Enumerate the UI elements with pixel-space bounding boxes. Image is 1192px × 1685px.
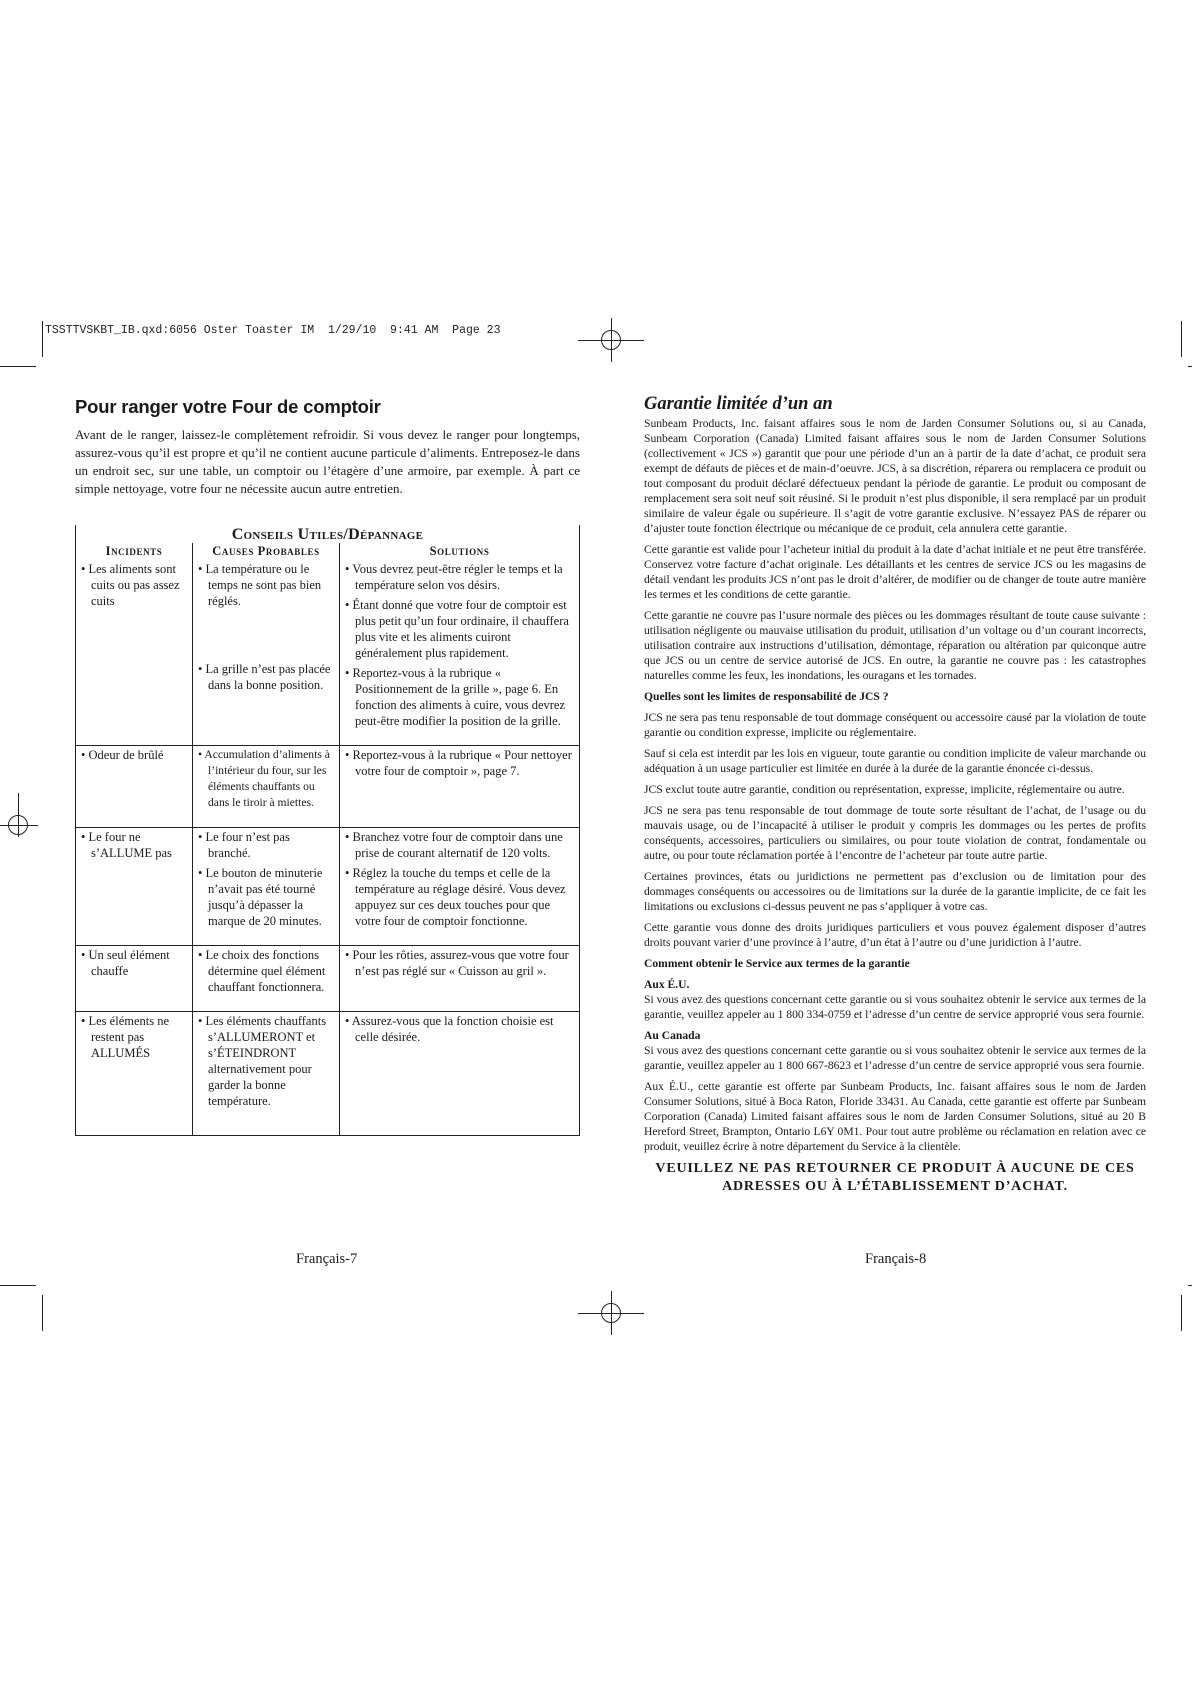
- storage-paragraph: Avant de le ranger, laissez-le complètement refroidir. Si vous devez le ranger pour longtemps, assurez-vous qu’il est propre et qu’il ne contient aucune particule d’aliments. Entreposez-le dans un endroit sec, sur une table, un comptoir ou l’étagère d’une armoire, par exemple. À part ce simple nettoyage, votre four ne nécessite aucun autre entretien.: [75, 427, 580, 496]
- table-row: [76, 946, 580, 1012]
- warranty-paragraph: JCS ne sera pas tenu responsable de tout dommage conséquent ou accessoire causé par la violation de toute garantie ou condition expresse, implicite ou réglementaire.: [644, 711, 1146, 739]
- solution-text: • Reportez-vous à la rubrique « Positionnement de la grille », page 6. En fonction des aliments à cuire, vous devrez peut-être modifier la position de la grille.: [345, 666, 565, 728]
- cause-text: • La température ou le temps ne sont pas bien réglés.: [198, 562, 322, 608]
- solution-cell: [340, 828, 580, 946]
- incident-text: • Odeur de brûlé: [81, 748, 164, 762]
- return-notice-line: VEUILLEZ NE PAS RETOURNER CE PRODUIT À AUCUNE DE CES: [655, 1161, 1135, 1176]
- page-number-left: Français-7: [296, 1251, 358, 1267]
- warranty-paragraph: Si vous avez des questions concernant cette garantie ou si vous souhaitez obtenir le service aux termes de la garantie, veuillez appeler au 1 800 334-0759 et l’adresse d’un centre de service approprié vous sera fournie.: [644, 993, 1146, 1021]
- column-header-causes: Causes Probables: [193, 543, 340, 560]
- cause-text: • La grille n’est pas placée dans la bonne position.: [198, 662, 331, 692]
- liability-subheading: Quelles sont les limites de responsabilité de JCS ?: [644, 690, 889, 703]
- canada-subheading: Au Canada: [644, 1029, 701, 1042]
- return-notice-line: ADRESSES OU À L’ÉTABLISSEMENT D’ACHAT.: [722, 1179, 1068, 1194]
- registration-mark-icon: [18, 793, 19, 837]
- table-caption-text: Conseils Utiles/Dépannage: [231, 526, 424, 543]
- solution-cell: [340, 1012, 580, 1136]
- warranty-paragraph: JCS ne sera pas tenu responsable de tout dommage de toute sorte résultant de l’achat, de l’usage ou du mauvais usage, ou de l’incapacité à utiliser le produit y compris les dommages ou les pertes de profits conséquents, accessoires, particuliers ou similaires, ou pour toute violation de contrat, fondamentale ou autre, ou pour toute réclamation portée à l’encontre de l’acheteur par toute autre partie.: [644, 804, 1146, 862]
- table-row: [76, 828, 580, 946]
- cause-cell: [193, 1012, 340, 1136]
- registration-mark-icon: [0, 825, 38, 826]
- table-row: [76, 746, 580, 828]
- file-slug-line: TSSTTVSKBT_IB.qxd:6056 Oster Toaster IM 1/29/10 9:41 AM Page 23: [45, 324, 501, 337]
- table-row: [76, 560, 580, 746]
- crop-mark: [1181, 1295, 1182, 1331]
- solution-cell: [340, 560, 580, 746]
- cause-text: • Le choix des fonctions détermine quel élément chauffant fonctionnera.: [198, 948, 326, 994]
- crop-mark: [1188, 366, 1192, 367]
- cause-text: • Les éléments chauffants s’ALLUMERONT et s’ÉTEINDRONT alternativement pour garder la bonne température.: [198, 1014, 327, 1108]
- solution-cell: [340, 746, 580, 828]
- return-notice: [644, 1160, 1146, 1196]
- incident-cell: [76, 746, 193, 828]
- warranty-paragraph: Cette garantie ne couvre pas l’usure normale des pièces ou les dommages résultant de toute cause suivante : utilisation négligente ou mauvaise utilisation du produit, utilisation d’un voltage ou d’un courant incorrects, utilisation contraire aux instructions d’utilisation, démontage, réparation ou altération par quiconque autre que JCS ou un centre de service autorisé de JCS. En outre, la garantie ne couvre pas : les catastrophes naturelles comme les feux, les inondations, les ouragans et les tornades.: [644, 609, 1146, 682]
- crop-mark: [42, 1295, 43, 1331]
- incident-cell: [76, 1012, 193, 1136]
- crop-mark: [0, 366, 36, 367]
- warranty-heading: Garantie limitée d’un an: [644, 394, 833, 414]
- table-row: [76, 1012, 580, 1136]
- service-subheading: Comment obtenir le Service aux termes de la garantie: [644, 957, 910, 970]
- crop-mark: [42, 321, 43, 357]
- registration-mark-icon: [611, 318, 612, 362]
- cause-cell: [193, 828, 340, 946]
- storage-heading: Pour ranger votre Four de comptoir: [75, 396, 381, 417]
- incident-text: • Les aliments sont cuits ou pas assez cuits: [81, 562, 180, 608]
- us-subheading: Aux É.U.: [644, 978, 690, 991]
- column-header-incidents: Incidents: [76, 543, 193, 560]
- incident-text: • Les éléments ne restent pas ALLUMÉS: [81, 1014, 170, 1060]
- cause-text: • Accumulation d’aliments à l’intérieur du four, sur les éléments chauffants ou dans le tiroir à miettes.: [198, 748, 330, 809]
- warranty-paragraph: Sauf si cela est interdit par les lois en vigueur, toute garantie ou condition implicite de valeur marchande ou adéquation à un usage particulier est limitée en durée à la durée de la garantie énoncée ci-dessus.: [644, 747, 1146, 775]
- cause-cell: [193, 946, 340, 1012]
- solution-text: • Branchez votre four de comptoir dans une prise de courant alternatif de 120 volts.: [345, 830, 563, 860]
- solution-text: • Assurez-vous que la fonction choisie est celle désirée.: [345, 1014, 554, 1044]
- incident-cell: [76, 560, 193, 746]
- cause-cell: [193, 746, 340, 828]
- warranty-paragraph: Aux É.U., cette garantie est offerte par Sunbeam Products, Inc. faisant affaires sous le nom de Jarden Consumer Solutions, situé à Boca Raton, Floride 33431. Au Canada, cette garantie est offerte par Sunbeam Corporation (Canada) Limited faisant affaires sous le nom de Jarden Consumer Solutions, situé au 20 B Hereford Street, Brampton, Ontario L6Y 0M1. Pour tout autre problème ou réclamation en relation avec ce produit, veuillez écrire à notre département du Service à la clientèle.: [644, 1080, 1146, 1153]
- column-header-solutions: Solutions: [340, 543, 580, 560]
- warranty-paragraph: Cette garantie est valide pour l’acheteur initial du produit à la date d’achat initiale et ne peut être transférée. Conservez votre facture d’achat originale. Les détaillants et les centres de service JCS ou les magasins de détail vendant les produits JCS n’ont pas le droit d’altérer, de modifier ou de changer de toute autre manière les termes et les conditions de cette garantie.: [644, 543, 1146, 601]
- incident-text: • Le four ne s’ALLUME pas: [81, 830, 172, 860]
- incident-text: • Un seul élément chauffe: [81, 948, 170, 978]
- page-number-right: Français-8: [865, 1251, 927, 1267]
- cause-text: • Le four n’est pas branché.: [198, 830, 290, 860]
- solution-text: • Réglez la touche du temps et celle de la température au réglage désiré. Vous devez appuyez sur ces deux touches pour que votre four de comptoir fonctionne.: [345, 866, 566, 928]
- solution-text: • Pour les rôties, assurez-vous que votre four n’est pas réglé sur « Cuisson au gril ».: [345, 948, 569, 978]
- warranty-paragraph: JCS exclut toute autre garantie, condition ou représentation, expresse, implicite, réglementaire ou autre.: [644, 783, 1125, 796]
- solution-text: • Vous devrez peut-être régler le temps et la température selon vos désirs.: [345, 562, 563, 592]
- warranty-paragraph: Sunbeam Products, Inc. faisant affaires sous le nom de Jarden Consumer Solutions ou, si au Canada, Sunbeam Corporation (Canada) Limited faisant affaires sous le nom de Jarden Consumer Solutions (collectivement « JCS ») garantit que pour une période d’un an à partir de la date d’achat, ce produit sera exempt de défauts de pièces et de main-d’oeuvre. JCS, à sa discrétion, réparera ou remplacera ce produit ou tout composant du produit déclaré défectueux pendant la période de garantie. Le produit ou composant de remplacement sera soit neuf soit réusiné. Si le produit n’est plus disponible, il sera remplacé par un produit similaire de valeur égale ou supérieure. Il s’agit de votre garantie exclusive. N’essayez PAS de réparer ou d’ajuster toute fonction électrique ou mécanique de ce produit, cela annulera cette garantie.: [644, 417, 1146, 535]
- solution-text: • Reportez-vous à la rubrique « Pour nettoyer votre four de comptoir », page 7.: [345, 748, 572, 778]
- crop-mark: [1188, 1285, 1192, 1286]
- cause-cell: [193, 560, 340, 746]
- right-page: [644, 394, 1146, 1196]
- warranty-paragraph: Si vous avez des questions concernant cette garantie ou si vous souhaitez obtenir le service aux termes de la garantie, veuillez appeler au 1 800 667-8623 et l’adresse d’un centre de service approprié vous sera fournie.: [644, 1044, 1146, 1072]
- warranty-paragraph: Certaines provinces, états ou juridictions ne permettent pas d’exclusion ou de limitation pour des dommages conséquents ou accessoires ou de limitations sur la durée de la garantie implicite, de ce fait les limitations ou exclusions ci-dessus peuvent ne pas s’appliquer à votre cas.: [644, 870, 1146, 913]
- crop-mark: [1181, 321, 1182, 357]
- troubleshooting-table: [75, 525, 580, 1136]
- solution-cell: [340, 946, 580, 1012]
- cause-text: • Le bouton de minuterie n’avait pas été tourné jusqu’à dépasser la marque de 20 minutes.: [198, 866, 323, 928]
- incident-cell: [76, 828, 193, 946]
- warranty-paragraph: Cette garantie vous donne des droits juridiques particuliers et vous pouvez également disposer d’autres droits pouvant varier d’une province à l’autre, d’un état à l’autre ou d’une juridiction à l’autre.: [644, 921, 1146, 949]
- left-page: [75, 396, 580, 498]
- crop-mark: [0, 1285, 36, 1286]
- solution-text: • Étant donné que votre four de comptoir est plus petit qu’un four ordinaire, il chauffera plus vite et les aliments cuiront généralement plus rapidement.: [345, 598, 569, 660]
- registration-mark-icon: [611, 1291, 612, 1335]
- incident-cell: [76, 946, 193, 1012]
- table-caption: [76, 525, 580, 543]
